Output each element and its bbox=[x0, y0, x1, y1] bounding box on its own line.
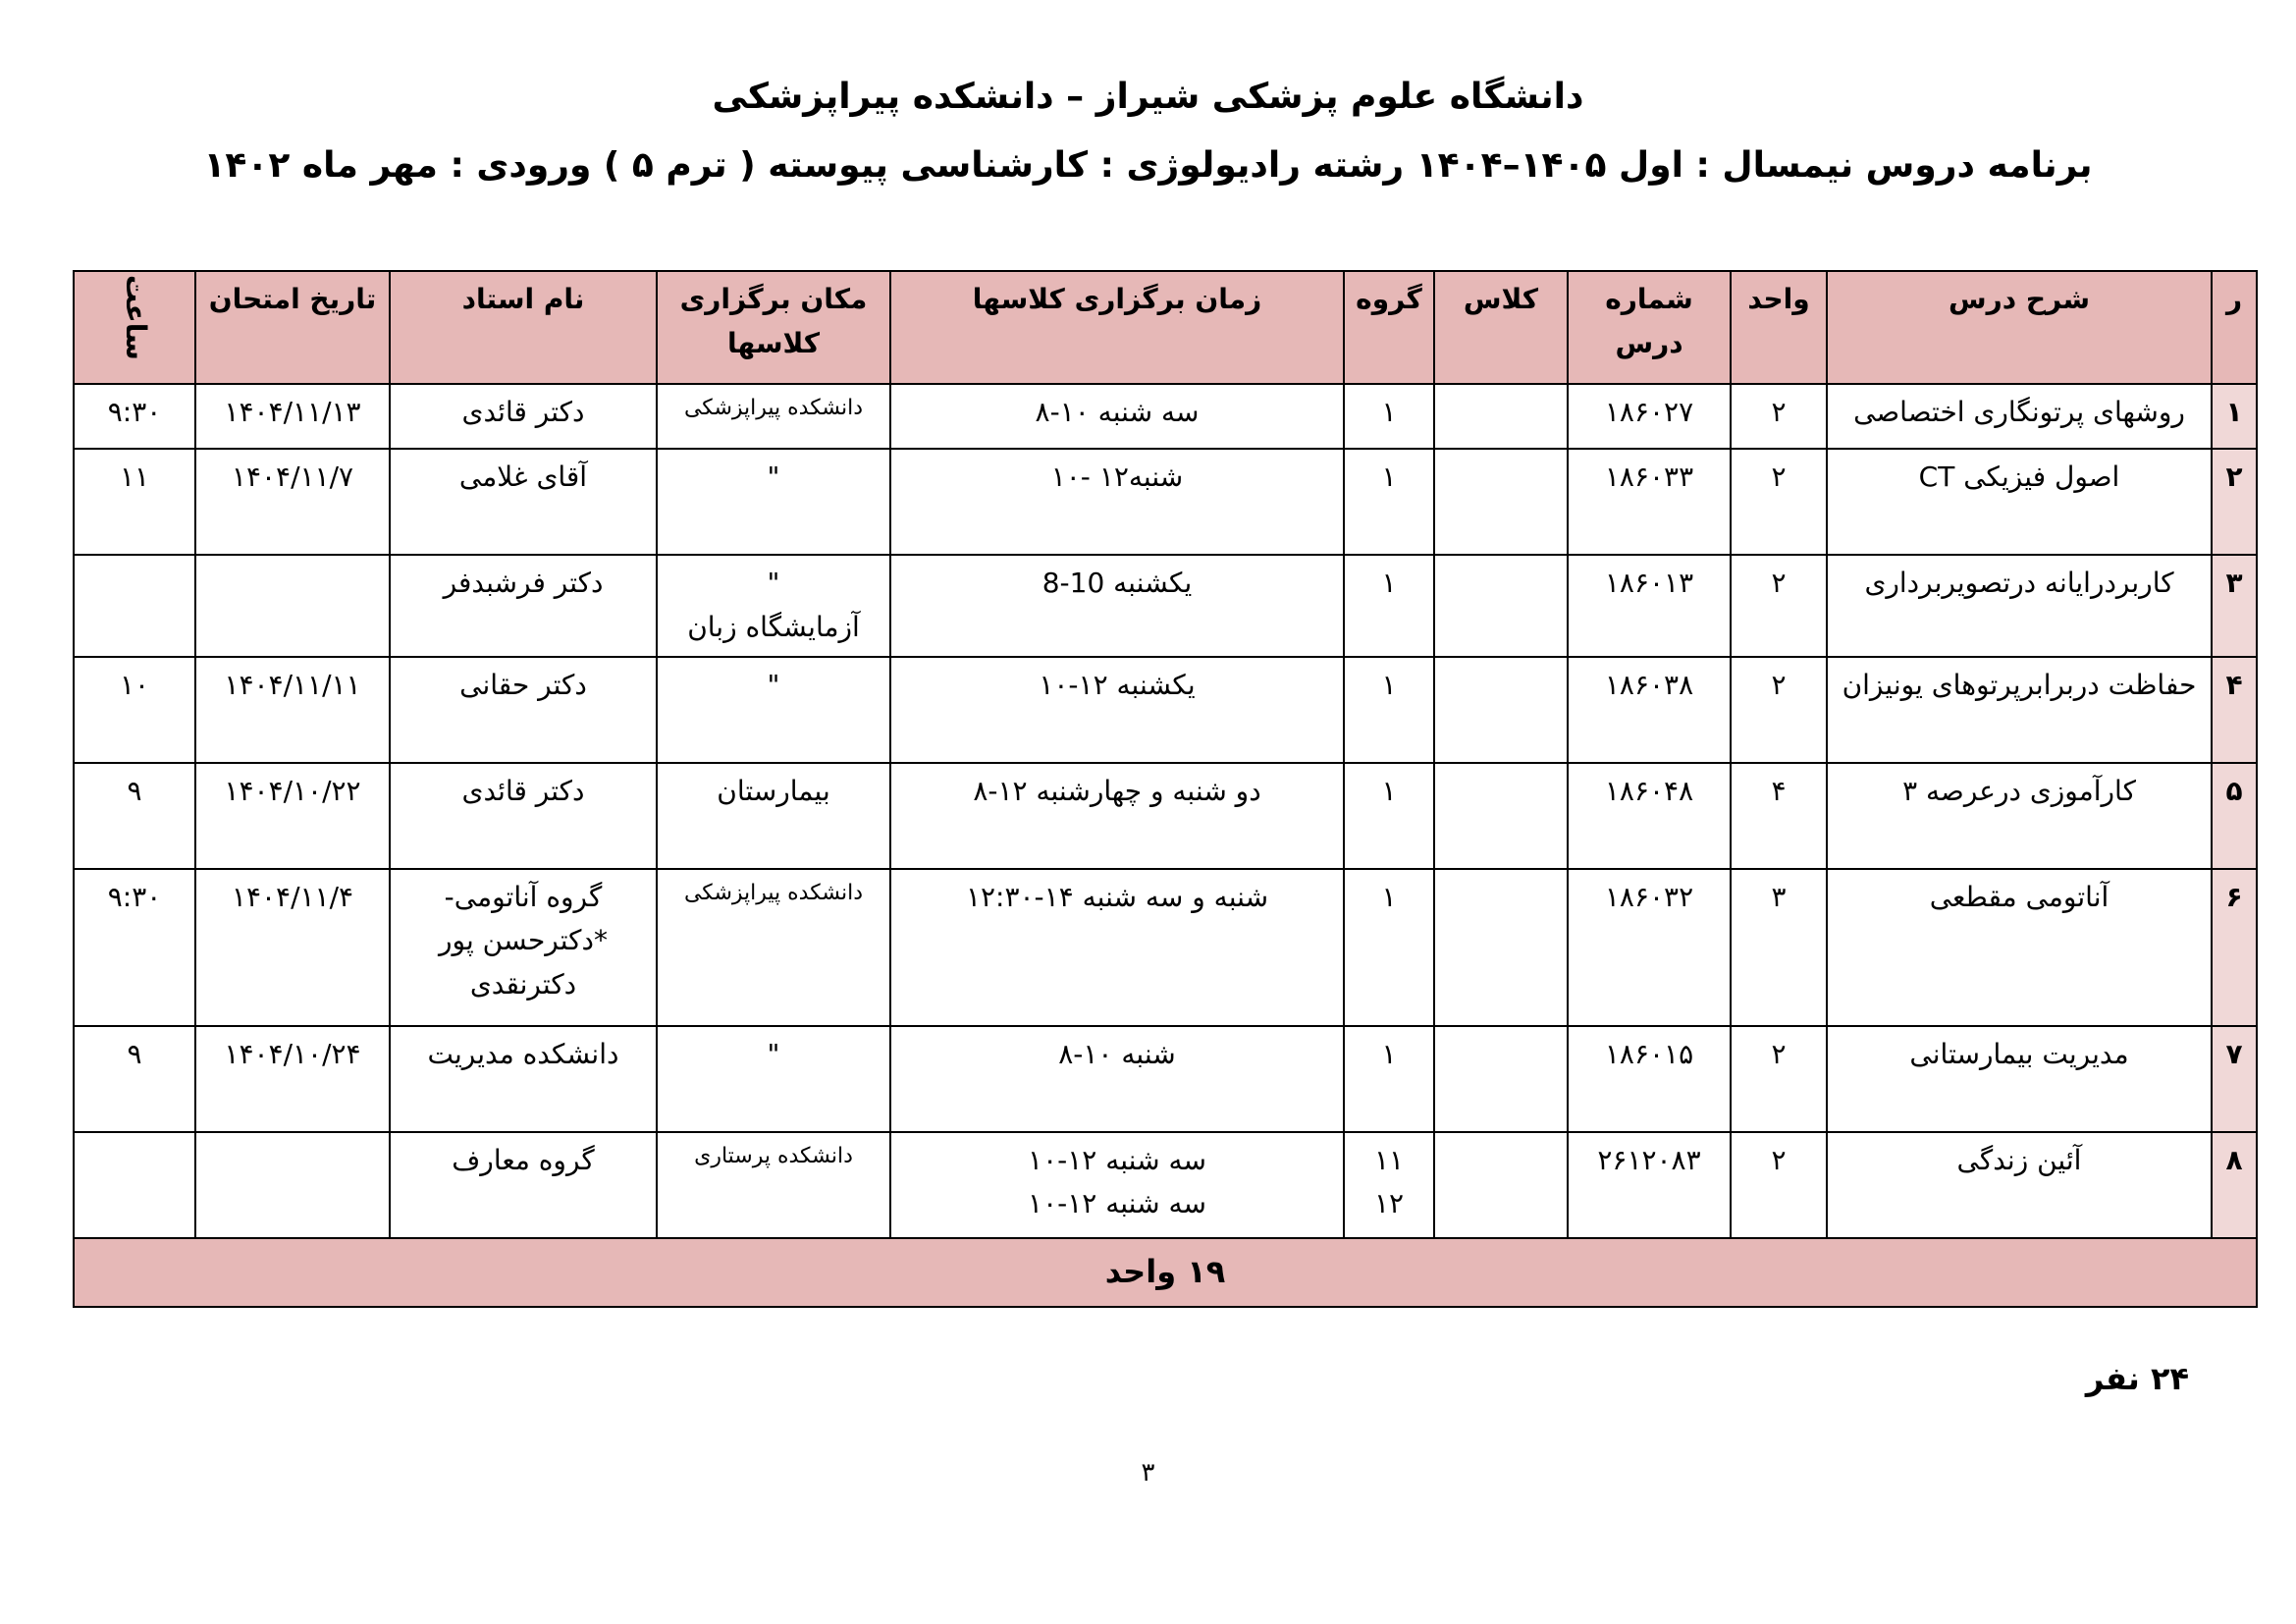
header-row-number: ر bbox=[2212, 271, 2257, 384]
course-number: ۱۸۶۰۱۵ bbox=[1568, 1026, 1731, 1132]
header-exam-date: تاریخ امتحان bbox=[195, 271, 390, 384]
student-count: ۲۴ نفر bbox=[2085, 1360, 2189, 1397]
total-row bbox=[74, 1238, 2257, 1307]
course-location-line-2: آزمایشگاه زبان bbox=[687, 610, 860, 643]
course-title: کارآموزی درعرصه ۳ bbox=[1827, 763, 2212, 869]
course-class bbox=[1434, 763, 1568, 869]
course-class bbox=[1434, 1132, 1568, 1238]
document-title: دانشگاه علوم پزشکی شیراز – دانشکده پیراپزشکی bbox=[712, 77, 1584, 117]
header-location: مکان برگزاری کلاسها bbox=[657, 271, 890, 384]
header-hour-label: ساعت bbox=[119, 274, 152, 360]
course-class bbox=[1434, 869, 1568, 1026]
course-instructor: دکتر حقانی bbox=[390, 657, 657, 763]
table-row bbox=[74, 1026, 2257, 1132]
course-group: ۱ bbox=[1344, 1026, 1434, 1132]
exam-date: ۱۴۰۴/۱۱/۷ bbox=[195, 449, 390, 555]
exam-hour: ۹:۳۰ bbox=[74, 384, 195, 449]
table-row bbox=[74, 763, 2257, 869]
course-title: آئین زندگی bbox=[1827, 1132, 2212, 1238]
course-title: اصول فیزیکی CT bbox=[1827, 449, 2212, 555]
course-title: روشهای پرتونگاری اختصاصی bbox=[1827, 384, 2212, 449]
course-location: دانشکده پیراپزشکی bbox=[657, 384, 890, 449]
course-time: یکشنبه ۱۲-۱۰ bbox=[890, 657, 1344, 763]
table-row bbox=[74, 555, 2257, 657]
course-instructor-line-3: دکترنقدی bbox=[469, 968, 577, 1001]
header-class: کلاس bbox=[1434, 271, 1568, 384]
course-group: ۱ bbox=[1344, 657, 1434, 763]
course-units: ۲ bbox=[1731, 555, 1827, 657]
course-number: ۱۸۶۰۲۷ bbox=[1568, 384, 1731, 449]
exam-date: ۱۴۰۴/۱۰/۲۲ bbox=[195, 763, 390, 869]
header-course: شرح درس bbox=[1827, 271, 2212, 384]
exam-hour: ۹:۳۰ bbox=[74, 869, 195, 1026]
row-number: ۵ bbox=[2212, 763, 2257, 869]
course-instructor-line-1: گروه آناتومی- bbox=[444, 880, 603, 913]
row-number: ۳ bbox=[2212, 555, 2257, 657]
course-units: ۲ bbox=[1731, 384, 1827, 449]
course-units: ۳ bbox=[1731, 869, 1827, 1026]
course-instructor: دکتر فرشبدفر bbox=[390, 555, 657, 657]
course-time: شنبه۱۲ -۱۰ bbox=[890, 449, 1344, 555]
course-location: " bbox=[657, 1026, 890, 1132]
course-group: ۱ bbox=[1344, 555, 1434, 657]
course-class bbox=[1434, 1026, 1568, 1132]
header-group: گروه bbox=[1344, 271, 1434, 384]
course-time: سه شنبه ۱۰-۸ bbox=[890, 384, 1344, 449]
exam-hour: ۹ bbox=[74, 763, 195, 869]
course-group-line-1: ۱۱ bbox=[1373, 1143, 1405, 1176]
exam-date bbox=[195, 555, 390, 657]
course-group: ۱ bbox=[1344, 763, 1434, 869]
course-instructor: دکتر قائدی bbox=[390, 763, 657, 869]
course-number: ۱۸۶۰۱۳ bbox=[1568, 555, 1731, 657]
course-instructor: آقای غلامی bbox=[390, 449, 657, 555]
course-instructor bbox=[390, 869, 657, 1026]
course-location: " bbox=[657, 657, 890, 763]
course-group: ۱ bbox=[1344, 384, 1434, 449]
exam-date bbox=[195, 1132, 390, 1238]
course-time: دو شنبه و چهارشنبه ۱۲-۸ bbox=[890, 763, 1344, 869]
header-hour bbox=[74, 271, 195, 384]
course-time-line-1: سه شنبه ۱۲-۱۰ bbox=[1028, 1143, 1206, 1176]
total-units: ۱۹ واحد bbox=[74, 1238, 2257, 1307]
table-row bbox=[74, 869, 2257, 1026]
course-number: ۲۶۱۲۰۸۳ bbox=[1568, 1132, 1731, 1238]
course-location: بیمارستان bbox=[657, 763, 890, 869]
row-number: ۱ bbox=[2212, 384, 2257, 449]
exam-hour: ۹ bbox=[74, 1026, 195, 1132]
exam-hour: ۱۱ bbox=[74, 449, 195, 555]
table-row bbox=[74, 384, 2257, 449]
course-class bbox=[1434, 657, 1568, 763]
course-title: کاربردرایانه درتصویربرداری bbox=[1827, 555, 2212, 657]
course-instructor: گروه معارف bbox=[390, 1132, 657, 1238]
exam-hour bbox=[74, 555, 195, 657]
course-number: ۱۸۶۰۳۳ bbox=[1568, 449, 1731, 555]
course-location: دانشکده پرستاری bbox=[657, 1132, 890, 1238]
course-group bbox=[1344, 1132, 1434, 1238]
row-number: ۸ bbox=[2212, 1132, 2257, 1238]
header-time: زمان برگزاری کلاسها bbox=[890, 271, 1344, 384]
course-units: ۲ bbox=[1731, 449, 1827, 555]
course-number: ۱۸۶۰۳۲ bbox=[1568, 869, 1731, 1026]
row-number: ۶ bbox=[2212, 869, 2257, 1026]
course-units: ۲ bbox=[1731, 1132, 1827, 1238]
header-units: واحد bbox=[1731, 271, 1827, 384]
exam-date: ۱۴۰۴/۱۱/۴ bbox=[195, 869, 390, 1026]
table-row bbox=[74, 657, 2257, 763]
course-instructor: دانشکده مدیریت bbox=[390, 1026, 657, 1132]
row-number: ۲ bbox=[2212, 449, 2257, 555]
table-row bbox=[74, 449, 2257, 555]
exam-date: ۱۴۰۴/۱۰/۲۴ bbox=[195, 1026, 390, 1132]
exam-hour bbox=[74, 1132, 195, 1238]
course-instructor: دکتر قائدی bbox=[390, 384, 657, 449]
exam-hour: ۱۰ bbox=[74, 657, 195, 763]
course-time bbox=[890, 1132, 1344, 1238]
course-location bbox=[657, 555, 890, 657]
course-title: آناتومی مقطعی bbox=[1827, 869, 2212, 1026]
course-time: شنبه و سه شنبه ۱۴-۱۲:۳۰ bbox=[890, 869, 1344, 1026]
course-location: دانشکده پیراپزشکی bbox=[657, 869, 890, 1026]
course-group: ۱ bbox=[1344, 869, 1434, 1026]
course-class bbox=[1434, 449, 1568, 555]
row-number: ۴ bbox=[2212, 657, 2257, 763]
course-class bbox=[1434, 555, 1568, 657]
header-instructor: نام استاد bbox=[390, 271, 657, 384]
course-number: ۱۸۶۰۳۸ bbox=[1568, 657, 1731, 763]
course-units: ۴ bbox=[1731, 763, 1827, 869]
course-title: مدیریت بیمارستانی bbox=[1827, 1026, 2212, 1132]
course-units: ۲ bbox=[1731, 657, 1827, 763]
course-units: ۲ bbox=[1731, 1026, 1827, 1132]
course-group: ۱ bbox=[1344, 449, 1434, 555]
course-time: یکشنبه 10-8 bbox=[890, 555, 1344, 657]
document-subtitle: برنامه دروس نیمسال : اول ۱۴۰۵–۱۴۰۴ رشته رادیولوژی : کارشناسی پیوسته ( ترم ۵ ) ورودی : مهر ماه ۱۴۰۲ bbox=[203, 145, 2093, 186]
course-instructor-line-2: *دکترحسن پور bbox=[439, 924, 608, 957]
course-group-line-2: ۱۲ bbox=[1373, 1187, 1405, 1220]
course-time-line-2: سه شنبه ۱۲-۱۰ bbox=[1028, 1187, 1206, 1220]
course-number: ۱۸۶۰۴۸ bbox=[1568, 763, 1731, 869]
table-header-row bbox=[74, 271, 2257, 384]
exam-date: ۱۴۰۴/۱۱/۱۳ bbox=[195, 384, 390, 449]
page-number: ۳ bbox=[1141, 1458, 1155, 1488]
exam-date: ۱۴۰۴/۱۱/۱۱ bbox=[195, 657, 390, 763]
course-time: شنبه ۱۰-۸ bbox=[890, 1026, 1344, 1132]
course-location: " bbox=[657, 449, 890, 555]
course-schedule-table bbox=[73, 270, 2258, 1308]
course-location-line-1: " bbox=[767, 567, 780, 599]
course-title: حفاظت دربرابرپرتوهای یونیزان bbox=[1827, 657, 2212, 763]
row-number: ۷ bbox=[2212, 1026, 2257, 1132]
header-course-number: شماره درس bbox=[1568, 271, 1731, 384]
table-row bbox=[74, 1132, 2257, 1238]
course-class bbox=[1434, 384, 1568, 449]
